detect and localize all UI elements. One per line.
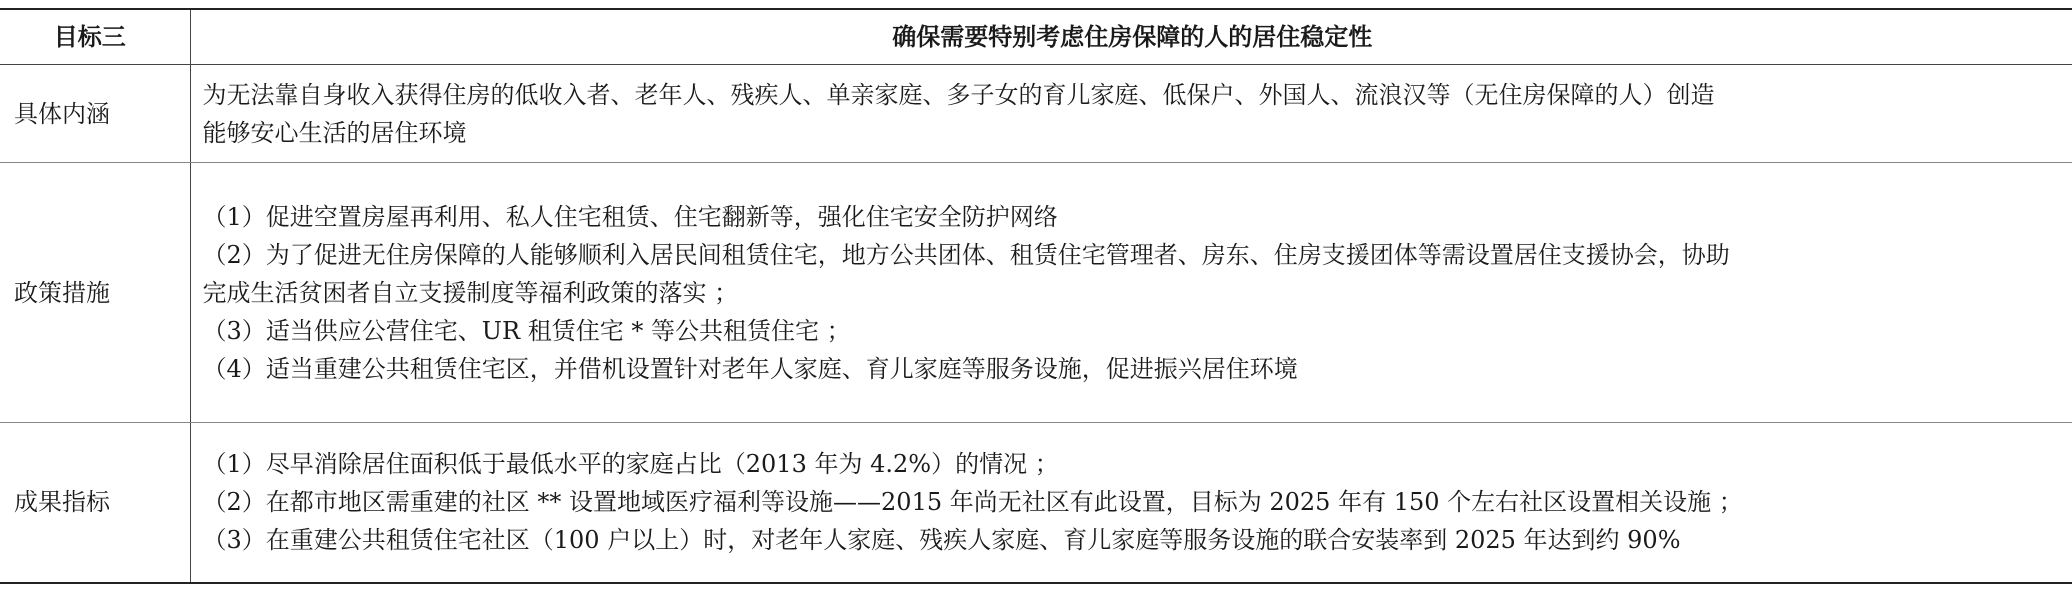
content-line: 为无法靠自身收入获得住房的低收入者、老年人、残疾人、单亲家庭、多子女的育儿家庭、低保户、外国人、流浪汉等（无住房保障的人）创造 xyxy=(202,80,1715,109)
content-line: （4）适当重建公共租赁住宅区，并借机设置针对老年人家庭、育儿家庭等服务设施，促进振兴居住环境 xyxy=(202,354,1298,383)
row-content-policy-measures xyxy=(190,163,2072,423)
content-line: （1）尽早消除居住面积低于最低水平的家庭占比（2013 年为 4.2%）的情况 ； xyxy=(202,450,1059,479)
header-title: 确保需要特别考虑住房保障的人的居住稳定性 xyxy=(190,9,2072,65)
content-line: （3）在重建公共租赁住宅社区（100 户以上）时，对老年人家庭、残疾人家庭、育儿家庭等服务设施的联合安装率到 2025 年达到约 90% xyxy=(202,526,1681,555)
content-line: （2）为了促进无住房保障的人能够顺利入居民间租赁住宅，地方公共团体、租赁住宅管理者、房东、住房支援团体等需设置居住支援协会，协助 xyxy=(202,240,1730,269)
table-header-row xyxy=(0,9,2072,65)
row-content-outcome-indicators xyxy=(190,423,2072,583)
row-label-outcome-indicators: 成果指标 xyxy=(0,423,190,583)
header-label: 目标三 xyxy=(0,9,190,65)
row-content-specific-meaning xyxy=(190,65,2072,163)
goal-three-table xyxy=(0,8,2072,584)
row-label-policy-measures: 政策措施 xyxy=(0,163,190,423)
content-line: （3）适当供应公营住宅、UR 租赁住宅 * 等公共租赁住宅 ； xyxy=(202,316,851,345)
row-label-specific-meaning: 具体内涵 xyxy=(0,65,190,163)
content-line: 能够安心生活的居住环境 xyxy=(202,118,467,147)
content-line: （1）促进空置房屋再利用、私人住宅租赁、住宅翻新等，强化住宅安全防护网络 xyxy=(202,202,1058,231)
content-line: （2）在都市地区需重建的社区 ** 设置地域医疗福利等设施——2015 年尚无社区有此设置，目标为 2025 年有 150 个左右社区设置相关设施 ； xyxy=(202,488,1743,517)
row-policy-measures xyxy=(0,163,2072,423)
content-line: 完成生活贫困者自立支援制度等福利政策的落实 ； xyxy=(202,278,739,307)
row-outcome-indicators xyxy=(0,423,2072,583)
row-specific-meaning xyxy=(0,65,2072,163)
